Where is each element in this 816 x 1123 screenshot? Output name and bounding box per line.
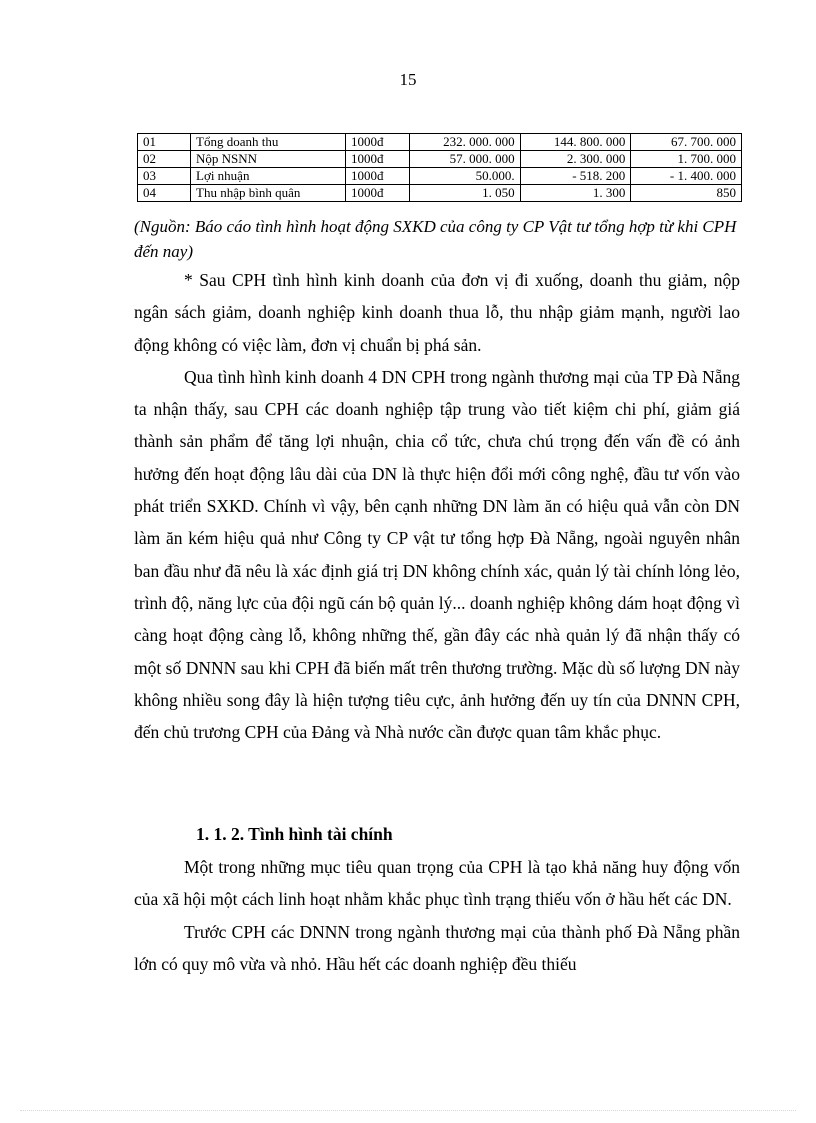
table-row (138, 134, 742, 151)
row-value-1: 1. 050 (410, 185, 521, 202)
row-no: 03 (138, 168, 191, 185)
row-no: 04 (138, 185, 191, 202)
row-unit: 1000đ (346, 185, 410, 202)
body-section-2 (134, 851, 740, 980)
row-value-2: - 518. 200 (520, 168, 631, 185)
paragraph: Một trong những mục tiêu quan trọng của CPH là tạo khả năng huy động vốn của xã hội một cách linh hoạt nhằm khắc phục tình trạng thiếu vốn ở hầu hết các DN. (134, 857, 740, 910)
paragraph: * Sau CPH tình hình kinh doanh của đơn vị đi xuống, doanh thu giảm, nộp ngân sách giảm, doanh nghiệp kinh doanh thua lỗ, thu nhập giảm mạnh, người lao động không có việc làm, đơn vị chuẩn bị phá sản. (134, 270, 740, 355)
row-value-3: 67. 700. 000 (631, 134, 742, 151)
section-heading: 1. 1. 2. Tình hình tài chính (196, 824, 393, 844)
row-value-3: 1. 700. 000 (631, 151, 742, 168)
row-value-1: 50.000. (410, 168, 521, 185)
row-unit: 1000đ (346, 134, 410, 151)
row-no: 02 (138, 151, 191, 168)
row-value-2: 2. 300. 000 (520, 151, 631, 168)
table-row (138, 168, 742, 185)
source-note: (Nguồn: Báo cáo tình hình hoạt động SXKD của công ty CP Vật tư tổng hợp từ khi CPH đến nay) (134, 217, 737, 261)
row-value-3: - 1. 400. 000 (631, 168, 742, 185)
body-section-1 (134, 264, 740, 748)
row-no: 01 (138, 134, 191, 151)
row-value-1: 232. 000. 000 (410, 134, 521, 151)
row-value-2: 144. 800. 000 (520, 134, 631, 151)
row-unit: 1000đ (346, 151, 410, 168)
paragraph: Qua tình hình kinh doanh 4 DN CPH trong ngành thương mại của TP Đà Nẵng ta nhận thấy, sau CPH các doanh nghiệp tập trung vào tiết kiệm chi phí, giảm giá thành sản phẩm để tăng lợi nhuận, chia cổ tức, chưa chú trọng đến vấn đề có ảnh hưởng đến hoạt động lâu dài của DN là thực hiện đổi mới công nghệ, đầu tư vốn vào phát triển SXKD. Chính vì vậy, bên cạnh những DN làm ăn có hiệu quả vẫn còn DN làm ăn kém hiệu quả như Công ty CP vật tư tổng hợp Đà Nẵng, ngoài nguyên nhân ban đầu như đã nêu là xác định giá trị DN không chính xác, quản lý tài chính lỏng lẻo, trình độ, năng lực của đội ngũ cán bộ quản lý... doanh nghiệp không dám hoạt động vì càng hoạt động càng lỗ, không những thế, gần đây các nhà quản lý đã nhận thấy có một số DNNN sau khi CPH đã biến mất trên thương trường. Mặc dù số lượng DN này không nhiều song đây là hiện tượng tiêu cực, ảnh hưởng đến uy tín của DNNN CPH, đến chủ trương CPH của Đảng và Nhà nước cần được quan tâm khắc phục. (134, 366, 740, 743)
financial-table (137, 133, 742, 202)
row-indicator: Thu nhập bình quân (191, 185, 346, 202)
table-row (138, 151, 742, 168)
row-value-2: 1. 300 (520, 185, 631, 202)
row-unit: 1000đ (346, 168, 410, 185)
table-row (138, 185, 742, 202)
row-indicator: Lợi nhuận (191, 168, 346, 185)
row-indicator: Nộp NSNN (191, 151, 346, 168)
paragraph: Trước CPH các DNNN trong ngành thương mại của thành phố Đà Nẵng phần lớn có quy mô vừa và nhỏ. Hầu hết các doanh nghiệp đều thiếu (134, 921, 740, 974)
row-value-3: 850 (631, 185, 742, 202)
row-value-1: 57. 000. 000 (410, 151, 521, 168)
page-number: 15 (399, 70, 417, 89)
page-bottom-divider (20, 1110, 796, 1111)
row-indicator: Tổng doanh thu (191, 134, 346, 151)
